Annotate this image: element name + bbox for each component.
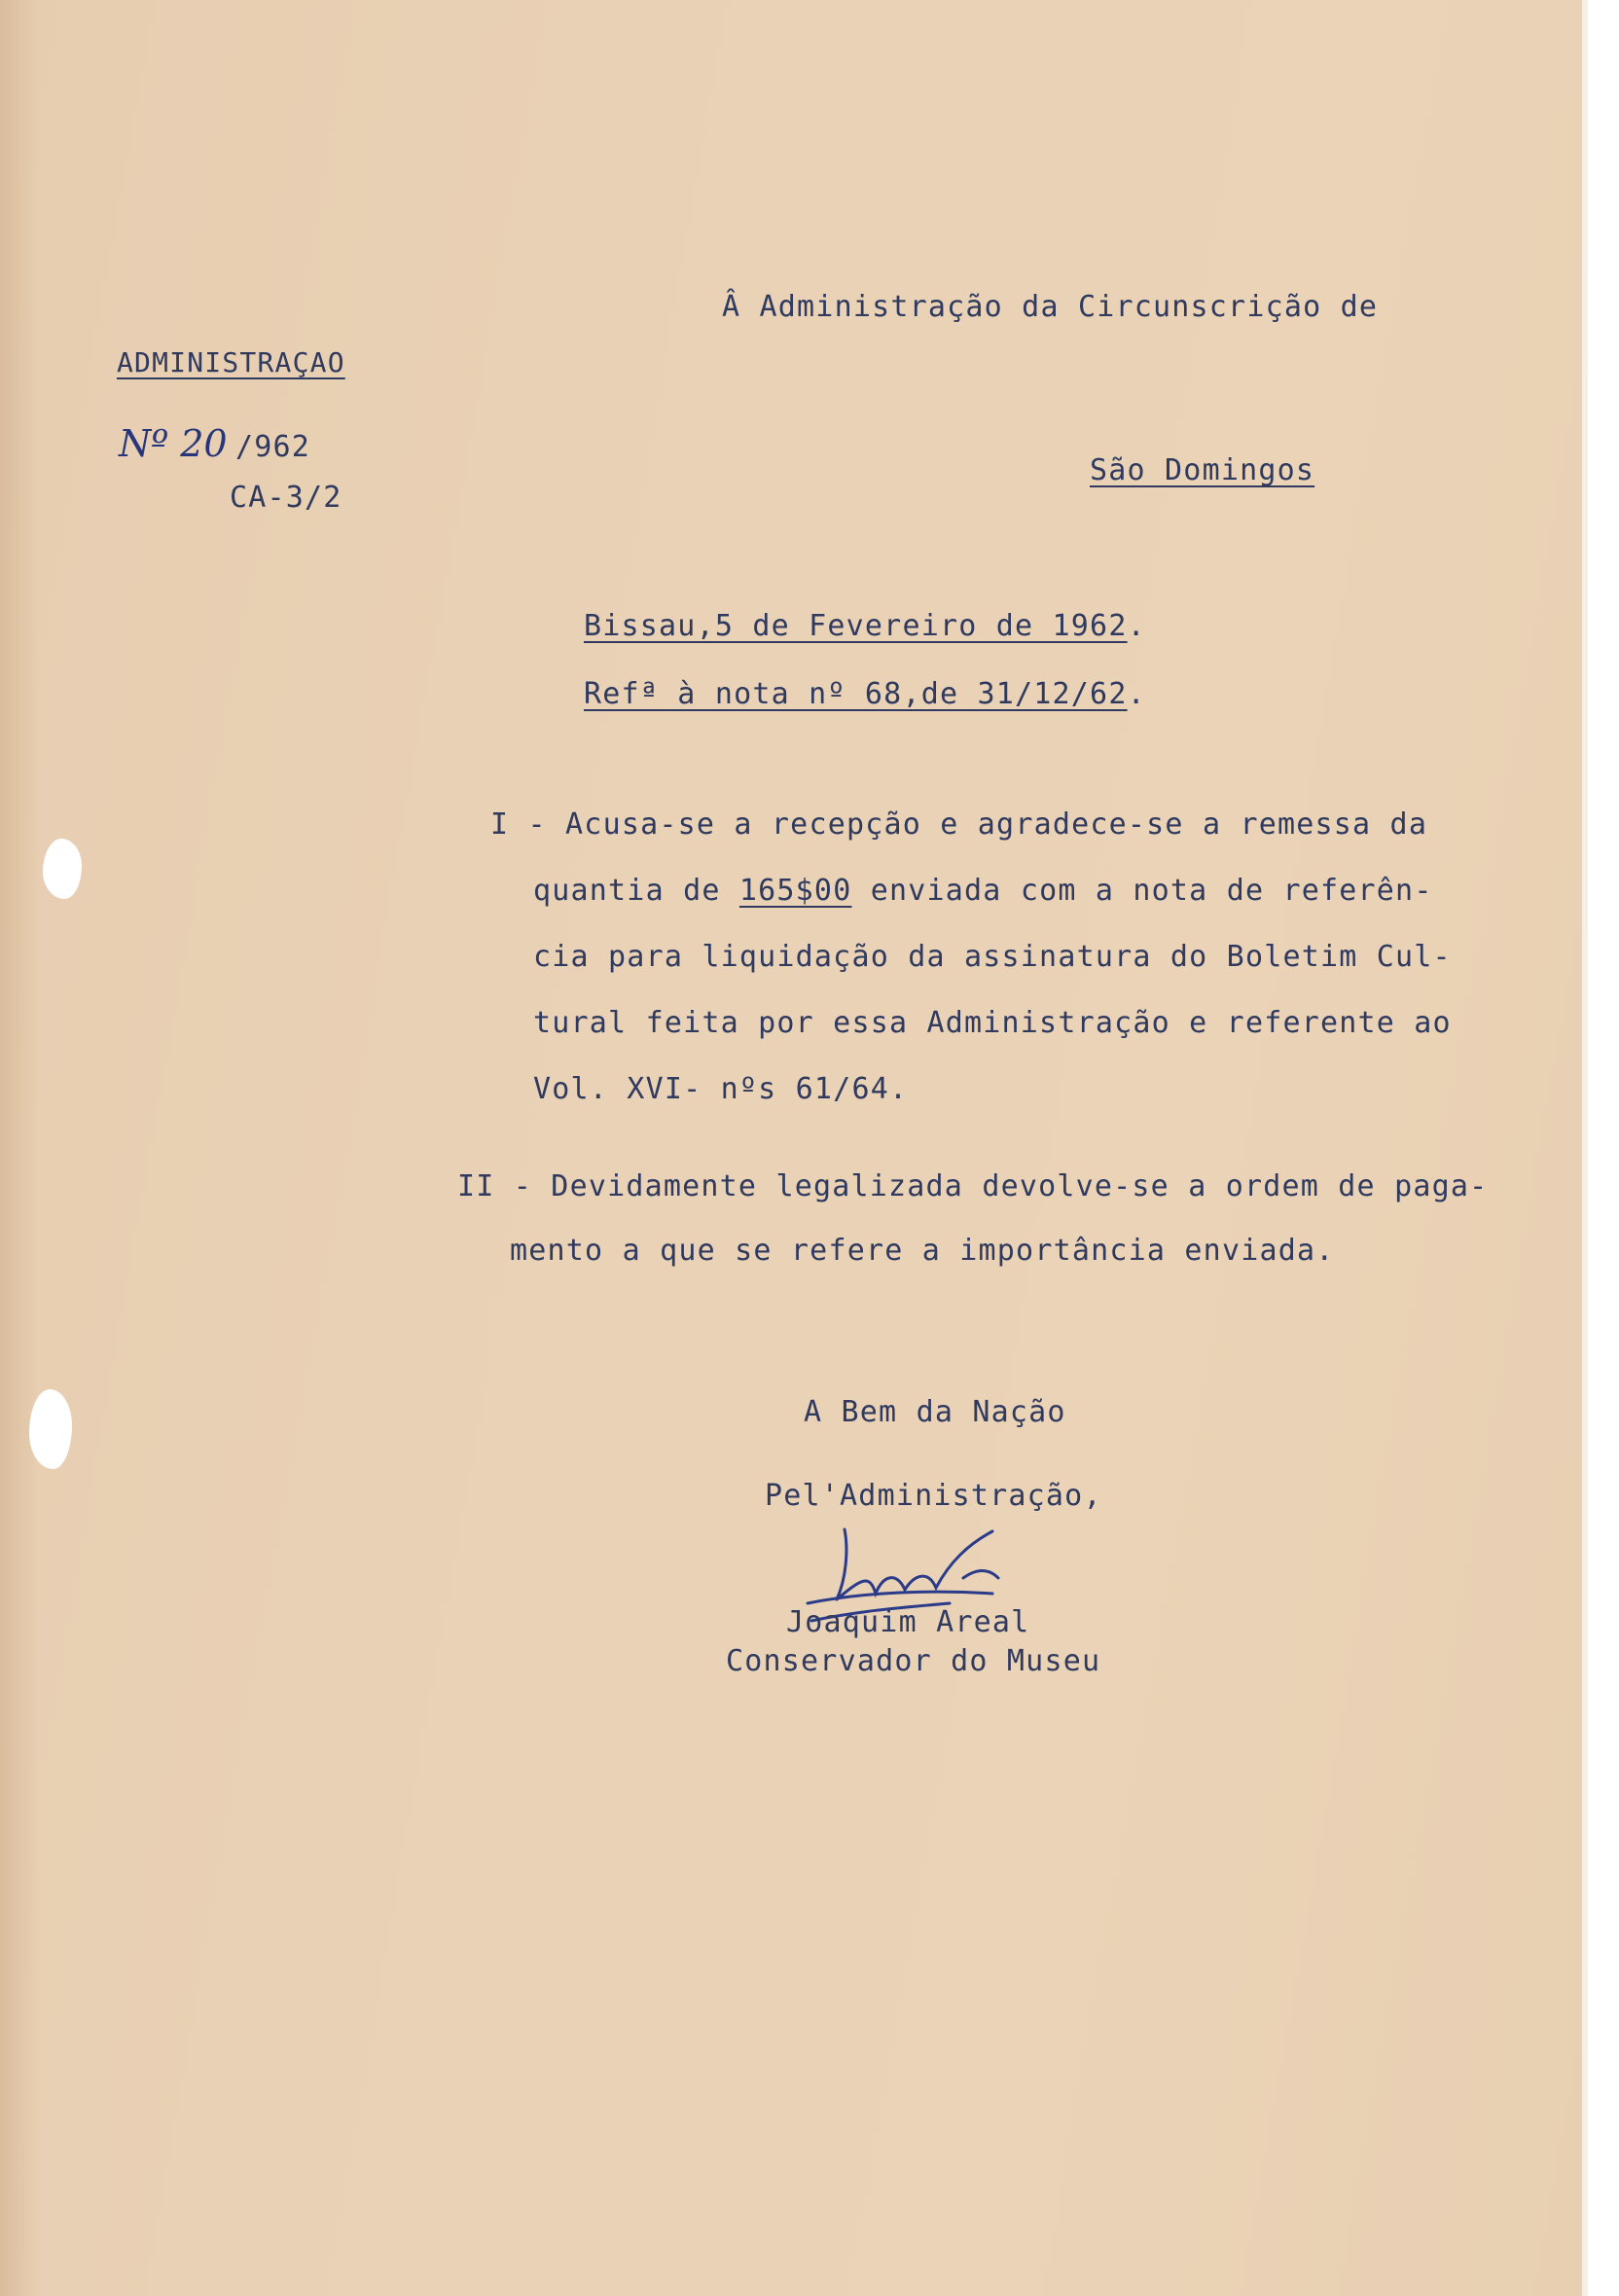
signatory-name: Joaquim Areal [786, 1605, 1030, 1639]
amount: 165$00 [738, 874, 852, 908]
date-text: Bissau,5 de Fevereiro de 1962 [584, 609, 1128, 643]
paragraph-one-line-2: quantia de 165$00 enviada com a nota de referên- [533, 874, 1433, 908]
note-reference-text: Refª à nota nº 68,de 31/12/62 [584, 677, 1128, 711]
closing-by-line: Pel'Administração, [765, 1479, 1102, 1513]
paragraph-one-line-3: cia para liquidação da assinatura do Boletim Cul- [533, 940, 1452, 974]
paragraph-one-line-5: Vol. XVI- nºs 61/64. [533, 1072, 909, 1106]
page-margin-shadow [0, 0, 39, 2296]
recipient-line: Â Administração da Circunscrição de [722, 290, 1379, 324]
paragraph-two-line-2: mento a que se refere a importância enviada. [510, 1234, 1335, 1268]
closing-salutation: A Bem da Nação [804, 1395, 1066, 1429]
punch-hole-lower [29, 1389, 72, 1469]
punch-hole-upper [43, 839, 82, 899]
recipient-place: São Domingos [1090, 453, 1315, 487]
sender-administration: ADMINISTRAÇAO [117, 346, 345, 378]
signatory-title: Conservador do Museu [726, 1644, 1101, 1678]
paragraph-one-line-1: I - Acusa-se a recepção e agradece-se a remessa da [490, 807, 1428, 842]
paragraph-two-line-1: II - Devidamente legalizada devolve-se a ordem de paga- [457, 1169, 1489, 1203]
note-reference-line: Refª à nota nº 68,de 31/12/62. [584, 677, 1146, 711]
paragraph-one-line-4: tural feita por essa Administração e referente ao [533, 1006, 1452, 1040]
reference-year: /962 [235, 430, 311, 464]
date-line: Bissau,5 de Fevereiro de 1962. [584, 609, 1146, 643]
reference-code: CA-3/2 [230, 481, 342, 515]
handwritten-reference: Nº 20 [119, 422, 228, 465]
